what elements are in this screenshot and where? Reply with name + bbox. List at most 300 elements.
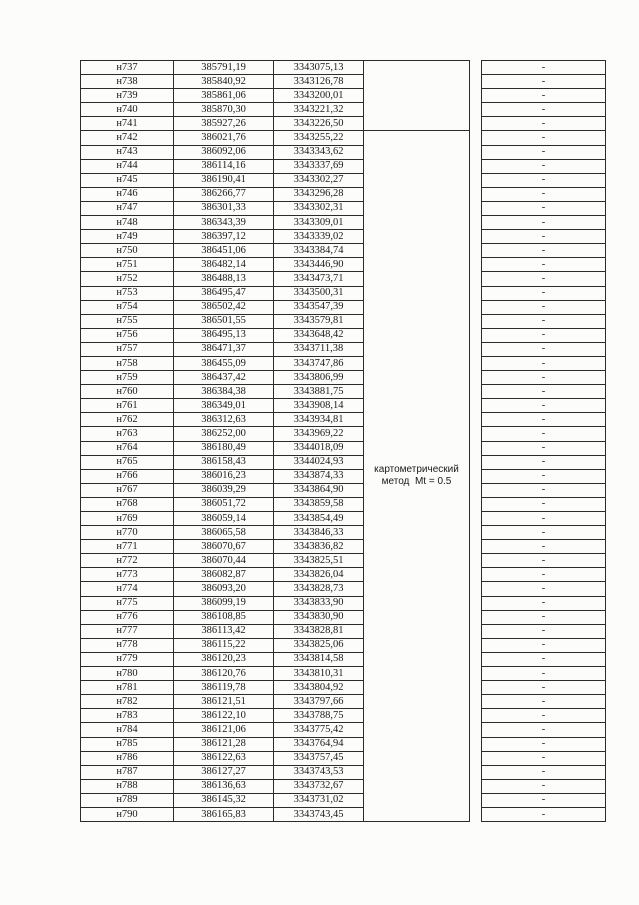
point-number-cell: н756: [81, 328, 174, 342]
column-gap: [470, 413, 482, 427]
point-number-cell: н754: [81, 300, 174, 314]
x-coordinate-cell: 386471,37: [174, 342, 274, 356]
table-row: [81, 779, 606, 793]
column-gap: [470, 793, 482, 807]
x-coordinate-cell: 386502,42: [174, 300, 274, 314]
x-coordinate-cell: 386127,27: [174, 765, 274, 779]
point-number-cell: н779: [81, 652, 174, 666]
accuracy-cell: -: [482, 793, 606, 807]
point-number-cell: н768: [81, 497, 174, 511]
y-coordinate-cell: 3343337,69: [274, 159, 364, 173]
x-coordinate-cell: 386114,16: [174, 159, 274, 173]
point-number-cell: н777: [81, 624, 174, 638]
column-gap: [470, 342, 482, 356]
y-coordinate-cell: 3343302,31: [274, 201, 364, 215]
accuracy-cell: -: [482, 103, 606, 117]
y-coordinate-cell: 3343343,62: [274, 145, 364, 159]
y-coordinate-cell: 3343775,42: [274, 723, 364, 737]
method-cell-empty: [364, 89, 470, 103]
accuracy-cell: -: [482, 342, 606, 356]
table-row: [81, 695, 606, 709]
x-coordinate-cell: 386070,44: [174, 554, 274, 568]
y-coordinate-cell: 3343743,45: [274, 807, 364, 821]
accuracy-cell: -: [482, 695, 606, 709]
y-coordinate-cell: 3343579,81: [274, 314, 364, 328]
x-coordinate-cell: 386113,42: [174, 624, 274, 638]
x-coordinate-cell: 386349,01: [174, 399, 274, 413]
method-cell-empty: [364, 103, 470, 117]
point-number-cell: н773: [81, 568, 174, 582]
method-label-line1: картометрический: [374, 464, 459, 476]
accuracy-cell: -: [482, 75, 606, 89]
y-coordinate-cell: 3343828,81: [274, 624, 364, 638]
point-number-cell: н748: [81, 216, 174, 230]
column-gap: [470, 216, 482, 230]
point-number-cell: н783: [81, 709, 174, 723]
x-coordinate-cell: 386190,41: [174, 173, 274, 187]
accuracy-cell: -: [482, 540, 606, 554]
accuracy-cell: -: [482, 709, 606, 723]
table-row: [81, 441, 606, 455]
column-gap: [470, 371, 482, 385]
x-coordinate-cell: 386343,39: [174, 216, 274, 230]
column-gap: [470, 455, 482, 469]
table-row: [81, 371, 606, 385]
column-gap: [470, 230, 482, 244]
point-number-cell: н744: [81, 159, 174, 173]
point-number-cell: н785: [81, 737, 174, 751]
method-cell: [364, 131, 470, 822]
y-coordinate-cell: 3343255,22: [274, 131, 364, 145]
accuracy-cell: -: [482, 187, 606, 201]
x-coordinate-cell: 386451,06: [174, 244, 274, 258]
column-gap: [470, 258, 482, 272]
column-gap: [470, 667, 482, 681]
x-coordinate-cell: 386093,20: [174, 582, 274, 596]
accuracy-cell: -: [482, 455, 606, 469]
point-number-cell: н776: [81, 610, 174, 624]
accuracy-cell: -: [482, 371, 606, 385]
x-coordinate-cell: 386039,29: [174, 483, 274, 497]
y-coordinate-cell: 3343874,33: [274, 469, 364, 483]
x-coordinate-cell: 386122,63: [174, 751, 274, 765]
point-number-cell: н743: [81, 145, 174, 159]
accuracy-cell: -: [482, 779, 606, 793]
point-number-cell: н749: [81, 230, 174, 244]
column-gap: [470, 526, 482, 540]
point-number-cell: н738: [81, 75, 174, 89]
x-coordinate-cell: 386065,58: [174, 526, 274, 540]
column-gap: [470, 568, 482, 582]
point-number-cell: н752: [81, 272, 174, 286]
accuracy-cell: -: [482, 807, 606, 821]
y-coordinate-cell: 3343814,58: [274, 652, 364, 666]
x-coordinate-cell: 386121,06: [174, 723, 274, 737]
y-coordinate-cell: 3343825,06: [274, 638, 364, 652]
x-coordinate-cell: 386145,32: [174, 793, 274, 807]
x-coordinate-cell: 385927,26: [174, 117, 274, 131]
accuracy-cell: -: [482, 652, 606, 666]
table-row: [81, 483, 606, 497]
x-coordinate-cell: 386016,23: [174, 469, 274, 483]
x-coordinate-cell: 386495,47: [174, 286, 274, 300]
y-coordinate-cell: 3343830,90: [274, 610, 364, 624]
point-number-cell: н751: [81, 258, 174, 272]
x-coordinate-cell: 386120,76: [174, 667, 274, 681]
column-gap: [470, 737, 482, 751]
x-coordinate-cell: 385861,06: [174, 89, 274, 103]
table-row: [81, 681, 606, 695]
y-coordinate-cell: 3343846,33: [274, 526, 364, 540]
x-coordinate-cell: 386136,63: [174, 779, 274, 793]
y-coordinate-cell: 3343339,02: [274, 230, 364, 244]
accuracy-cell: -: [482, 765, 606, 779]
accuracy-cell: -: [482, 117, 606, 131]
y-coordinate-cell: 3343743,53: [274, 765, 364, 779]
table-row: [81, 526, 606, 540]
y-coordinate-cell: 3343296,28: [274, 187, 364, 201]
accuracy-cell: -: [482, 554, 606, 568]
column-gap: [470, 779, 482, 793]
accuracy-cell: -: [482, 258, 606, 272]
x-coordinate-cell: 385840,92: [174, 75, 274, 89]
table-row: [81, 103, 606, 117]
column-gap: [470, 554, 482, 568]
table-row: [81, 230, 606, 244]
accuracy-cell: -: [482, 61, 606, 75]
y-coordinate-cell: 3343934,81: [274, 413, 364, 427]
accuracy-cell: -: [482, 300, 606, 314]
accuracy-cell: -: [482, 568, 606, 582]
accuracy-cell: -: [482, 159, 606, 173]
y-coordinate-cell: 3343804,92: [274, 681, 364, 695]
accuracy-cell: -: [482, 667, 606, 681]
x-coordinate-cell: 386252,00: [174, 427, 274, 441]
y-coordinate-cell: 3343881,75: [274, 385, 364, 399]
point-number-cell: н745: [81, 173, 174, 187]
accuracy-cell: -: [482, 89, 606, 103]
y-coordinate-cell: 3343969,22: [274, 427, 364, 441]
column-gap: [470, 512, 482, 526]
accuracy-cell: -: [482, 638, 606, 652]
point-number-cell: н742: [81, 131, 174, 145]
column-gap: [470, 187, 482, 201]
column-gap: [470, 751, 482, 765]
y-coordinate-cell: 3344024,93: [274, 455, 364, 469]
x-coordinate-cell: 386021,76: [174, 131, 274, 145]
method-cell-empty: [364, 61, 470, 75]
column-gap: [470, 385, 482, 399]
x-coordinate-cell: 386059,14: [174, 512, 274, 526]
point-number-cell: н739: [81, 89, 174, 103]
accuracy-cell: -: [482, 469, 606, 483]
table-row: [81, 554, 606, 568]
table-row: [81, 638, 606, 652]
y-coordinate-cell: 3343825,51: [274, 554, 364, 568]
x-coordinate-cell: 386119,78: [174, 681, 274, 695]
accuracy-cell: -: [482, 328, 606, 342]
table-row: [81, 75, 606, 89]
point-number-cell: н759: [81, 371, 174, 385]
accuracy-cell: -: [482, 131, 606, 145]
table-row: [81, 667, 606, 681]
y-coordinate-cell: 3343648,42: [274, 328, 364, 342]
column-gap: [470, 695, 482, 709]
point-number-cell: н778: [81, 638, 174, 652]
column-gap: [470, 582, 482, 596]
point-number-cell: н741: [81, 117, 174, 131]
point-number-cell: н758: [81, 356, 174, 370]
point-number-cell: н782: [81, 695, 174, 709]
accuracy-cell: -: [482, 512, 606, 526]
column-gap: [470, 638, 482, 652]
accuracy-cell: -: [482, 356, 606, 370]
accuracy-cell: -: [482, 145, 606, 159]
y-coordinate-cell: 3343221,32: [274, 103, 364, 117]
point-number-cell: н737: [81, 61, 174, 75]
accuracy-cell: -: [482, 526, 606, 540]
column-gap: [470, 596, 482, 610]
y-coordinate-cell: 3343764,94: [274, 737, 364, 751]
method-cell-empty: [364, 117, 470, 131]
point-number-cell: н770: [81, 526, 174, 540]
x-coordinate-cell: 386082,87: [174, 568, 274, 582]
x-coordinate-cell: 386051,72: [174, 497, 274, 511]
point-number-cell: н746: [81, 187, 174, 201]
y-coordinate-cell: 3343854,49: [274, 512, 364, 526]
column-gap: [470, 709, 482, 723]
table-row: [81, 201, 606, 215]
column-gap: [470, 145, 482, 159]
accuracy-cell: -: [482, 610, 606, 624]
point-number-cell: н761: [81, 399, 174, 413]
point-number-cell: н774: [81, 582, 174, 596]
table-row: [81, 765, 606, 779]
column-gap: [470, 652, 482, 666]
y-coordinate-cell: 3343864,90: [274, 483, 364, 497]
column-gap: [470, 427, 482, 441]
table-row: [81, 469, 606, 483]
y-coordinate-cell: 3343828,73: [274, 582, 364, 596]
x-coordinate-cell: 386165,83: [174, 807, 274, 821]
accuracy-cell: -: [482, 582, 606, 596]
x-coordinate-cell: 386397,12: [174, 230, 274, 244]
point-number-cell: н757: [81, 342, 174, 356]
method-cell-empty: [364, 75, 470, 89]
table-row: [81, 413, 606, 427]
column-gap: [470, 61, 482, 75]
point-number-cell: н747: [81, 201, 174, 215]
y-coordinate-cell: 3343547,39: [274, 300, 364, 314]
y-coordinate-cell: 3343500,31: [274, 286, 364, 300]
point-number-cell: н765: [81, 455, 174, 469]
coordinates-table: [80, 60, 606, 822]
x-coordinate-cell: 386092,06: [174, 145, 274, 159]
x-coordinate-cell: 386180,49: [174, 441, 274, 455]
x-coordinate-cell: 386437,42: [174, 371, 274, 385]
y-coordinate-cell: 3343810,31: [274, 667, 364, 681]
y-coordinate-cell: 3343833,90: [274, 596, 364, 610]
accuracy-cell: -: [482, 244, 606, 258]
table-row: [81, 159, 606, 173]
x-coordinate-cell: 386495,13: [174, 328, 274, 342]
column-gap: [470, 314, 482, 328]
x-coordinate-cell: 386501,55: [174, 314, 274, 328]
y-coordinate-cell: 3343788,75: [274, 709, 364, 723]
table-row: [81, 385, 606, 399]
y-coordinate-cell: 3343732,67: [274, 779, 364, 793]
column-gap: [470, 399, 482, 413]
accuracy-cell: -: [482, 272, 606, 286]
x-coordinate-cell: 386312,63: [174, 413, 274, 427]
table-row: [81, 610, 606, 624]
point-number-cell: н769: [81, 512, 174, 526]
point-number-cell: н775: [81, 596, 174, 610]
accuracy-cell: -: [482, 385, 606, 399]
column-gap: [470, 244, 482, 258]
table-row: [81, 512, 606, 526]
x-coordinate-cell: 386099,19: [174, 596, 274, 610]
x-coordinate-cell: 386158,43: [174, 455, 274, 469]
point-number-cell: н771: [81, 540, 174, 554]
column-gap: [470, 201, 482, 215]
point-number-cell: н789: [81, 793, 174, 807]
y-coordinate-cell: 3343806,99: [274, 371, 364, 385]
point-number-cell: н763: [81, 427, 174, 441]
accuracy-cell: -: [482, 723, 606, 737]
point-number-cell: н766: [81, 469, 174, 483]
column-gap: [470, 173, 482, 187]
column-gap: [470, 469, 482, 483]
accuracy-cell: -: [482, 427, 606, 441]
table-row: [81, 117, 606, 131]
x-coordinate-cell: 386120,23: [174, 652, 274, 666]
table-row: [81, 807, 606, 821]
point-number-cell: н786: [81, 751, 174, 765]
accuracy-cell: -: [482, 737, 606, 751]
x-coordinate-cell: 386108,85: [174, 610, 274, 624]
accuracy-cell: -: [482, 173, 606, 187]
y-coordinate-cell: 3343226,50: [274, 117, 364, 131]
accuracy-cell: -: [482, 483, 606, 497]
x-coordinate-cell: 386070,67: [174, 540, 274, 554]
table-row: [81, 300, 606, 314]
point-number-cell: н755: [81, 314, 174, 328]
y-coordinate-cell: 3343126,78: [274, 75, 364, 89]
x-coordinate-cell: 385870,30: [174, 103, 274, 117]
column-gap: [470, 441, 482, 455]
x-coordinate-cell: 385791,19: [174, 61, 274, 75]
table-row: [81, 540, 606, 554]
y-coordinate-cell: 3343446,90: [274, 258, 364, 272]
method-label-line2: метод Mt = 0.5: [381, 476, 452, 488]
accuracy-cell: -: [482, 230, 606, 244]
column-gap: [470, 540, 482, 554]
column-gap: [470, 497, 482, 511]
accuracy-cell: -: [482, 497, 606, 511]
y-coordinate-cell: 3343757,45: [274, 751, 364, 765]
accuracy-cell: -: [482, 216, 606, 230]
table-row: [81, 399, 606, 413]
point-number-cell: н760: [81, 385, 174, 399]
x-coordinate-cell: 386121,51: [174, 695, 274, 709]
table-row: [81, 131, 606, 145]
table-row: [81, 61, 606, 75]
y-coordinate-cell: 3344018,09: [274, 441, 364, 455]
column-gap: [470, 286, 482, 300]
column-gap: [470, 272, 482, 286]
x-coordinate-cell: 386121,28: [174, 737, 274, 751]
point-number-cell: н790: [81, 807, 174, 821]
table-row: [81, 272, 606, 286]
table-row: [81, 427, 606, 441]
point-number-cell: н780: [81, 667, 174, 681]
table-row: [81, 328, 606, 342]
point-number-cell: н740: [81, 103, 174, 117]
y-coordinate-cell: 3343859,58: [274, 497, 364, 511]
column-gap: [470, 483, 482, 497]
accuracy-cell: -: [482, 751, 606, 765]
table-row: [81, 145, 606, 159]
table-row: [81, 314, 606, 328]
y-coordinate-cell: 3343747,86: [274, 356, 364, 370]
column-gap: [470, 807, 482, 821]
table-row: [81, 652, 606, 666]
y-coordinate-cell: 3343200,01: [274, 89, 364, 103]
point-number-cell: н762: [81, 413, 174, 427]
column-gap: [470, 610, 482, 624]
column-gap: [470, 103, 482, 117]
table-row: [81, 582, 606, 596]
x-coordinate-cell: 386482,14: [174, 258, 274, 272]
table-row: [81, 737, 606, 751]
point-number-cell: н781: [81, 681, 174, 695]
table-row: [81, 723, 606, 737]
table-row: [81, 244, 606, 258]
y-coordinate-cell: 3343384,74: [274, 244, 364, 258]
accuracy-cell: -: [482, 681, 606, 695]
table-row: [81, 216, 606, 230]
table-row: [81, 187, 606, 201]
point-number-cell: н750: [81, 244, 174, 258]
table-row: [81, 568, 606, 582]
table-row: [81, 173, 606, 187]
column-gap: [470, 159, 482, 173]
y-coordinate-cell: 3343836,82: [274, 540, 364, 554]
column-gap: [470, 765, 482, 779]
table-row: [81, 596, 606, 610]
table-row: [81, 709, 606, 723]
x-coordinate-cell: 386488,13: [174, 272, 274, 286]
x-coordinate-cell: 386384,38: [174, 385, 274, 399]
column-gap: [470, 117, 482, 131]
y-coordinate-cell: 3343908,14: [274, 399, 364, 413]
x-coordinate-cell: 386301,33: [174, 201, 274, 215]
column-gap: [470, 328, 482, 342]
y-coordinate-cell: 3343075,13: [274, 61, 364, 75]
column-gap: [470, 723, 482, 737]
accuracy-cell: -: [482, 399, 606, 413]
table-row: [81, 751, 606, 765]
y-coordinate-cell: 3343473,71: [274, 272, 364, 286]
y-coordinate-cell: 3343731,02: [274, 793, 364, 807]
table-row: [81, 258, 606, 272]
table-row: [81, 356, 606, 370]
accuracy-cell: -: [482, 286, 606, 300]
column-gap: [470, 75, 482, 89]
table-row: [81, 89, 606, 103]
point-number-cell: н767: [81, 483, 174, 497]
